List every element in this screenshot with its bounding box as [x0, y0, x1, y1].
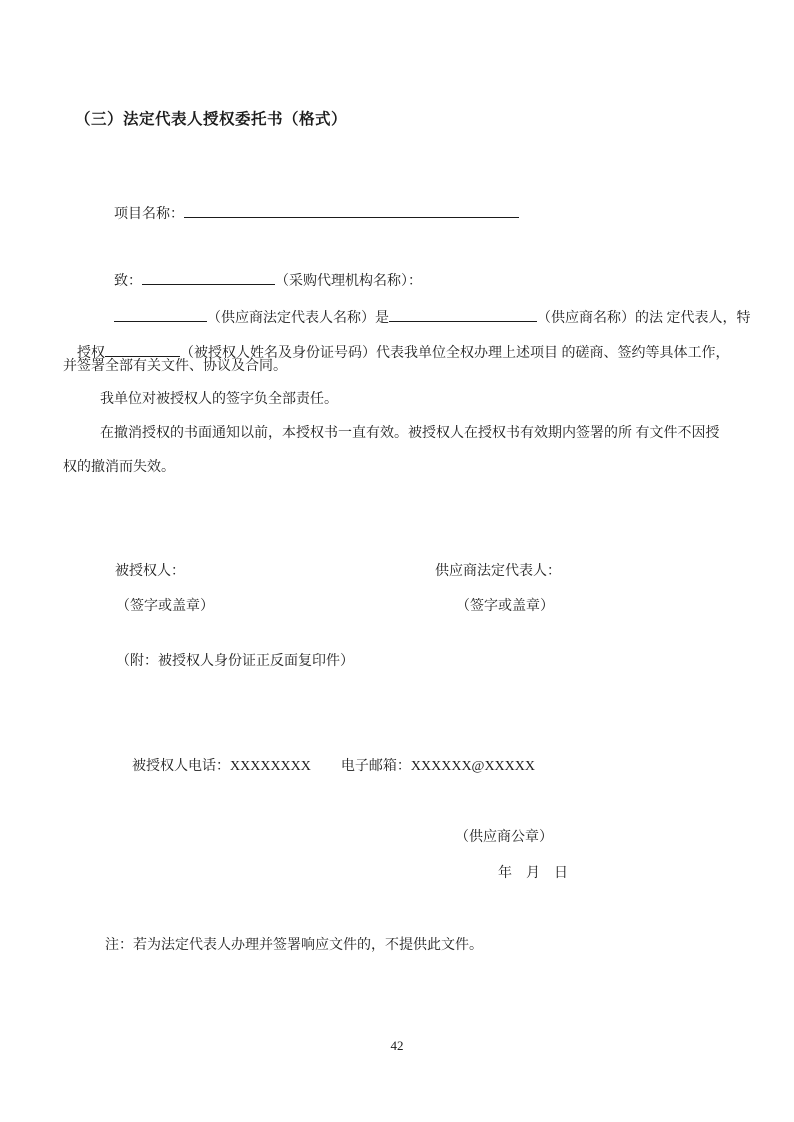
legal-rep-sign-hint: （签字或盖章）	[456, 599, 554, 614]
supplier-seal-hint: （供应商公章）	[455, 830, 553, 845]
authorization-text-1: （供应商法定代表人名称）是	[207, 311, 389, 326]
validity-line-1: 在撤消授权的书面通知以前，本授权书一直有效。被授权人在授权书有效期内签署的所 有文件不因授	[100, 426, 720, 441]
validity-line-2: 权的撤消而失效。	[63, 460, 175, 475]
contact-line	[118, 737, 535, 797]
authorized-person-label: 被授权人：	[115, 564, 185, 579]
bottom-note: 注：若为法定代表人办理并签署响应文件的，不提供此文件。	[105, 938, 483, 953]
blank-supplier-name	[389, 307, 537, 322]
authorization-line2-prefix: 授权	[77, 346, 105, 361]
authorized-person-sign-hint: （签字或盖章）	[116, 599, 214, 614]
authorization-line2-text: （被授权人姓名及身份证号码）代表我单位全权办理上述项目 的磋商、签约等具体工作，	[180, 346, 730, 361]
blank-authorized-person	[105, 342, 180, 357]
project-name-label: 项目名称：	[114, 207, 184, 222]
blank-legal-rep-name	[114, 307, 207, 322]
legal-rep-label: 供应商法定代表人：	[435, 564, 561, 579]
page-number: 42	[390, 1038, 404, 1053]
blank-agency-name	[142, 270, 275, 285]
authorization-text-2: （供应商名称）的法 定代表人，特	[537, 311, 751, 326]
to-label: 致：	[114, 274, 142, 289]
blank-project-name	[184, 203, 519, 218]
email-value: XXXXXX@XXXXX	[410, 759, 535, 774]
id-attachment-note: （附：被授权人身份证正反面复印件）	[116, 654, 354, 669]
project-name-line	[100, 183, 519, 245]
authorization-line-3: 并签署全部有关文件、协议及合同。	[63, 359, 287, 374]
responsibility-paragraph: 我单位对被授权人的签字负全部责任。	[100, 392, 338, 407]
phone-value: XXXXXXXX	[230, 759, 311, 774]
section-heading: （三）法定代表人授权委托书（格式）	[75, 111, 348, 128]
agency-name-suffix: （采购代理机构名称）：	[275, 274, 422, 289]
email-label: 电子邮箱：	[340, 759, 411, 774]
date-line: 年 月 日	[498, 866, 568, 881]
phone-label: 被授权人电话：	[132, 759, 230, 774]
